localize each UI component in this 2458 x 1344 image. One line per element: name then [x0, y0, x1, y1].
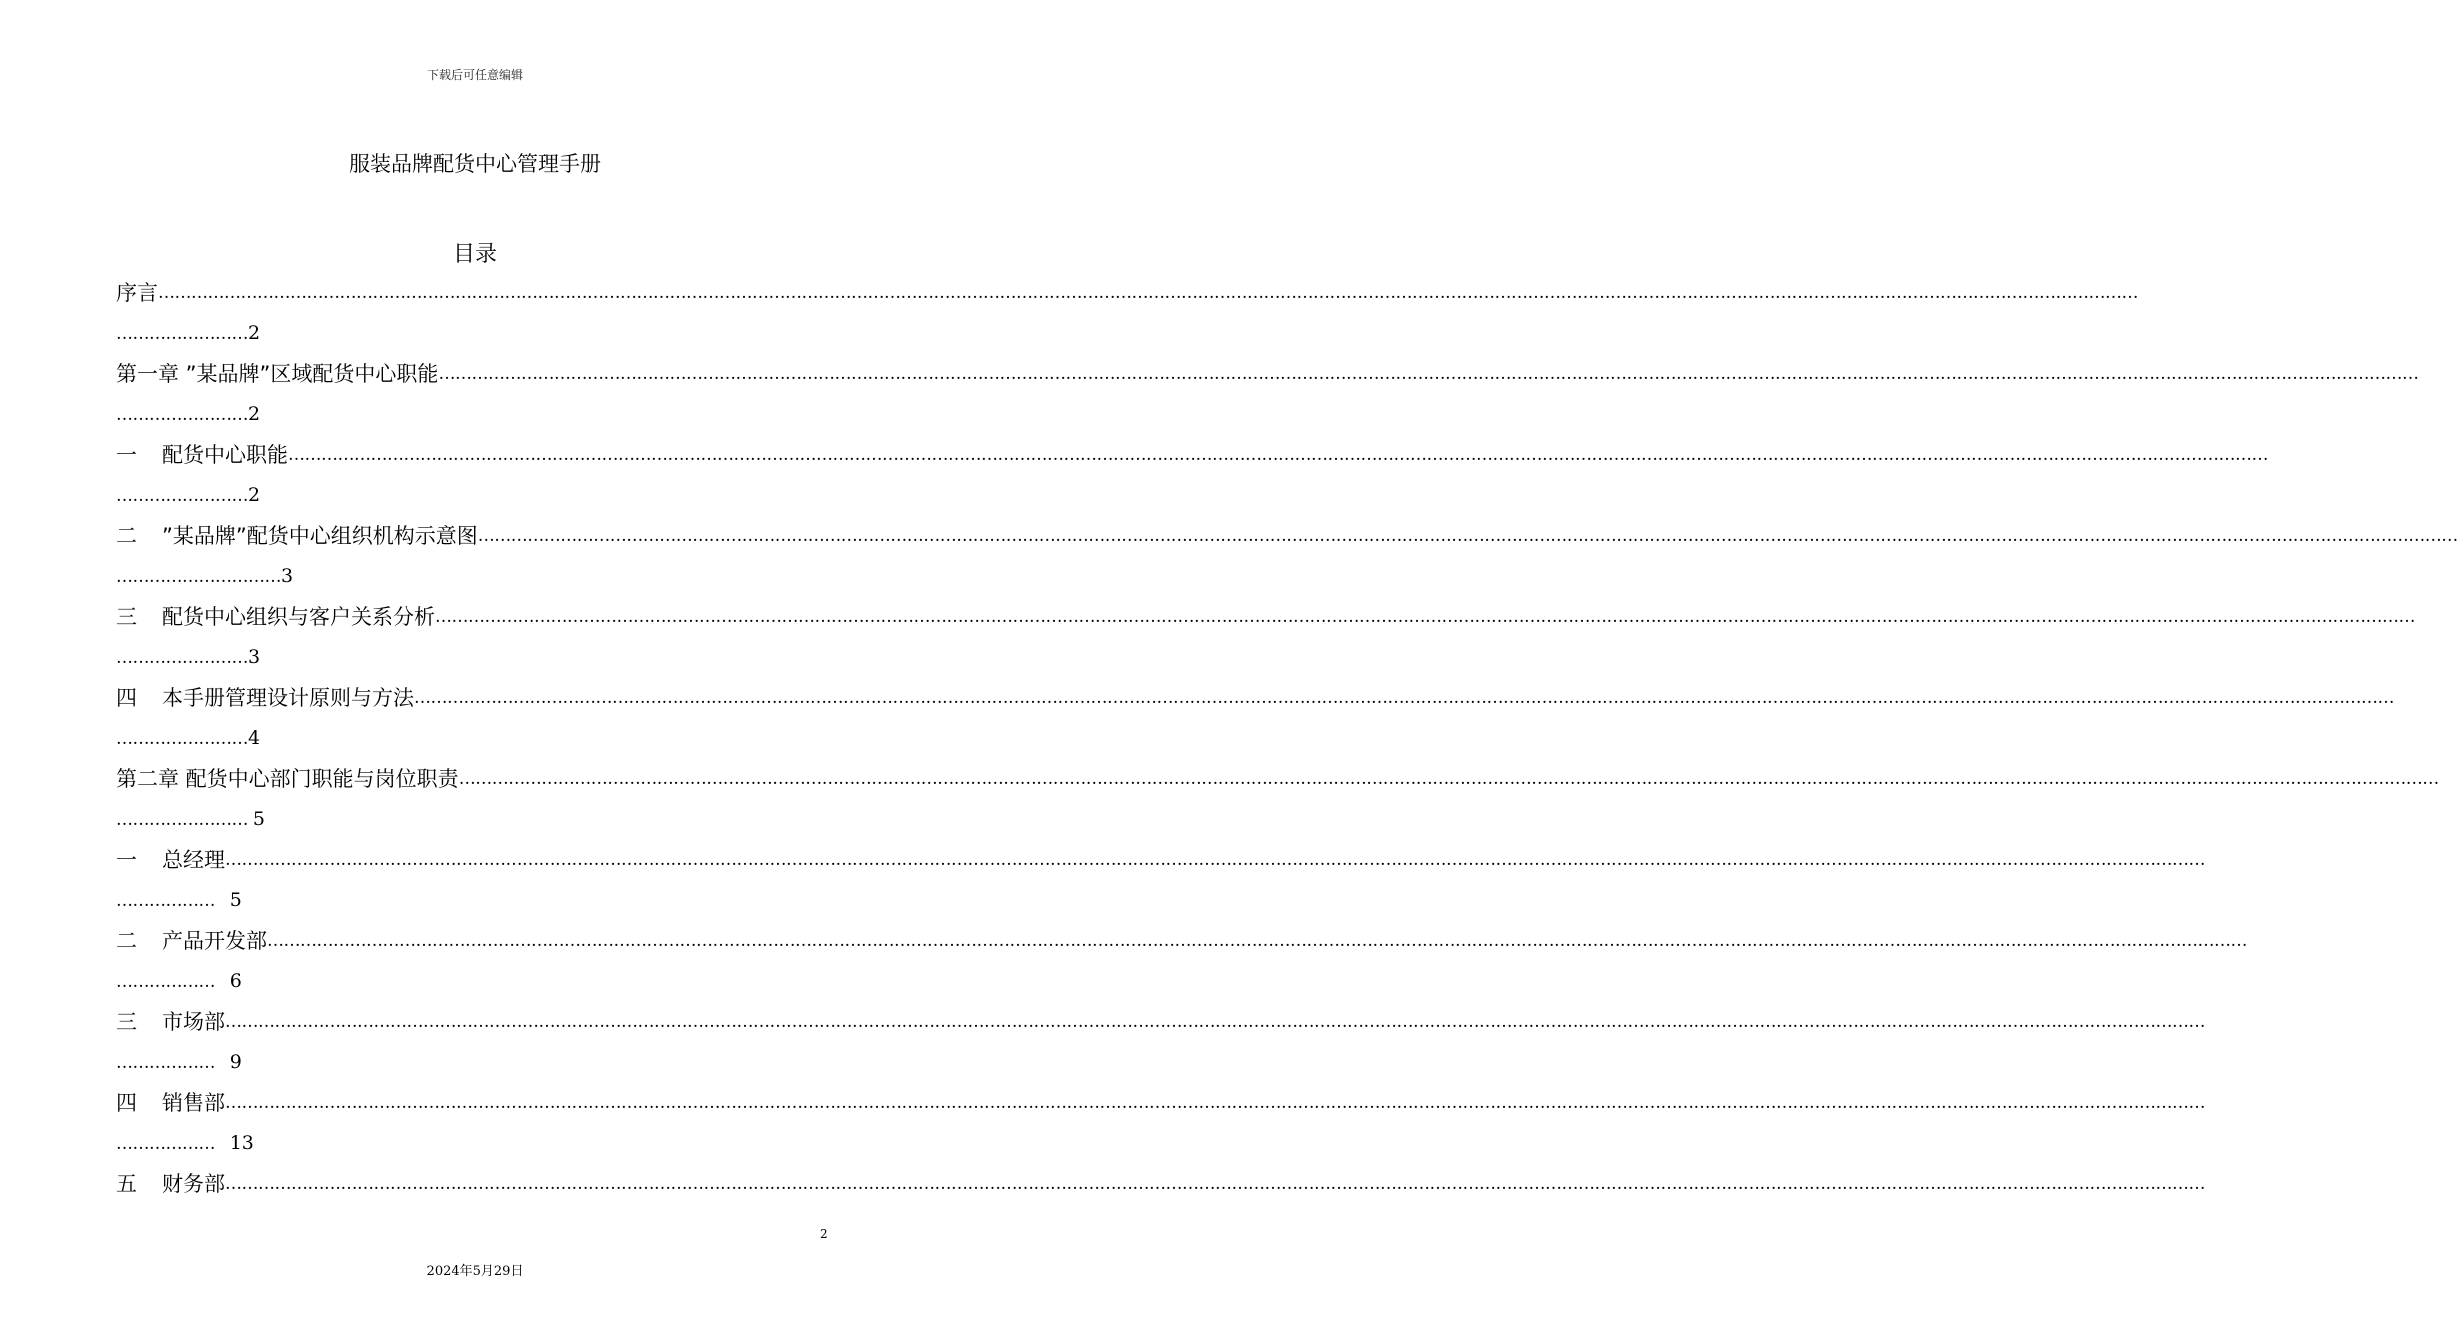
toc-entry[interactable] — [116, 921, 2247, 1002]
toc-entry-number: 五 — [116, 1172, 137, 1196]
toc-leader-dots: ……………………………………………………………………………………………………………………………………………………………………………………………………………………………………………………………………………………………………………………………… — [477, 526, 2458, 546]
toc-entry[interactable] — [116, 354, 2419, 435]
toc-trailing-dots: ……………… — [116, 972, 230, 992]
toc-entry-page-line — [116, 1042, 832, 1083]
toc-entry[interactable] — [116, 597, 2415, 678]
toc-leader-dots: ……………………………………………………………………………………………………………………………………………………………………………………………………………………………………………………………………………………………………………………………… — [225, 1174, 2205, 1194]
toc-page-number: 4 — [248, 727, 261, 749]
toc-entry-page-line — [116, 799, 832, 840]
toc-trailing-dots: ………………………… — [116, 567, 281, 587]
toc-title: 目录 — [452, 242, 497, 267]
toc-entry[interactable] — [116, 759, 2439, 840]
toc-leader-dots: ……………………………………………………………………………………………………………………………………………………………………………………………………………………………………………………………………………………………………………………………… — [225, 850, 2205, 870]
toc-page-number: 5 — [252, 808, 265, 830]
toc-entry-number: 三 — [116, 1010, 137, 1034]
document-title: 服装品牌配货中心管理手册 — [349, 152, 601, 176]
toc-entry-heading-line — [116, 678, 2394, 718]
toc-entry-heading-line — [116, 516, 2458, 556]
toc-entry-label: 本手册管理设计原则与方法 — [162, 686, 414, 710]
toc-entry[interactable] — [116, 273, 2138, 354]
toc-trailing-dots: …………………… — [116, 810, 253, 830]
toc-trailing-dots: …………………… — [116, 486, 248, 506]
toc-entry-heading-line — [116, 435, 2268, 475]
toc-entry[interactable] — [116, 1164, 2205, 1245]
toc-entry-number: 一 — [116, 443, 137, 467]
toc-entry-label: 配货中心职能 — [162, 443, 288, 467]
toc-trailing-dots: …………………… — [116, 324, 248, 344]
toc-entry-label: 财务部 — [162, 1172, 225, 1196]
toc-trailing-dots: …………………… — [116, 648, 248, 668]
toc-page-number: 3 — [248, 646, 261, 668]
toc-entry-heading-line — [116, 1083, 2205, 1123]
toc-entry-page-line — [116, 637, 832, 678]
toc-entry-page-line — [116, 718, 832, 759]
toc-trailing-dots: ……………… — [116, 1134, 230, 1154]
toc-entry-heading-line — [116, 597, 2415, 637]
toc-leader-dots: ……………………………………………………………………………………………………………………………………………………………………………………………………………………………………………………………………………………………………………………………… — [414, 688, 2394, 708]
toc-leader-dots: ……………………………………………………………………………………………………………………………………………………………………………………………………………………………………………………………………………………………………………………………… — [438, 364, 2419, 384]
toc-entry-number: 四 — [116, 686, 137, 710]
toc-entry-heading-line — [116, 273, 2138, 313]
toc-entry[interactable] — [116, 516, 2458, 597]
toc-entry[interactable] — [116, 435, 2268, 516]
toc-entry[interactable] — [116, 840, 2205, 921]
toc-leader-dots: ……………………………………………………………………………………………………………………………………………………………………………………………………………………………………………………………………………………………………………………………… — [435, 607, 2415, 627]
toc-page-number: 2 — [248, 484, 261, 506]
table-of-contents — [116, 273, 2458, 1245]
toc-page-number: 2 — [248, 403, 261, 425]
toc-page-number: 13 — [229, 1132, 254, 1154]
toc-entry-page-line — [116, 880, 832, 921]
toc-leader-dots: ……………………………………………………………………………………………………………………………………………………………………………………………………………………………………………………………………………………………………………………………… — [225, 1093, 2205, 1113]
toc-trailing-dots: ……………… — [116, 891, 230, 911]
toc-page-number: 5 — [229, 889, 242, 911]
toc-entry-label: 销售部 — [162, 1091, 225, 1115]
toc-entry[interactable] — [116, 1002, 2205, 1083]
toc-entry-page-line — [116, 475, 832, 516]
toc-entry-number: 二 — [116, 929, 137, 953]
toc-entry-page-line — [116, 1123, 832, 1164]
toc-entry-number: 一 — [116, 848, 137, 872]
page-number: 2 — [820, 1227, 828, 1241]
toc-leader-dots: ……………………………………………………………………………………………………………………………………………………………………………………………………………………………………………………………………………………………………………………………… — [267, 931, 2247, 951]
toc-leader-dots: ……………………………………………………………………………………………………………………………………………………………………………………………………………………………………………………………………………………………………………………………… — [458, 769, 2439, 789]
toc-page-number: 3 — [281, 565, 294, 587]
toc-entry[interactable] — [116, 678, 2394, 759]
toc-entry-label: ”某品牌”配货中心组织机构示意图 — [162, 524, 478, 548]
toc-entry-heading-line — [116, 921, 2247, 961]
toc-entry-label: 配货中心组织与客户关系分析 — [162, 605, 435, 629]
toc-page-number: 9 — [229, 1051, 242, 1073]
toc-trailing-dots: …………………… — [116, 405, 248, 425]
toc-entry-label: 产品开发部 — [162, 929, 267, 953]
toc-entry-page-line — [116, 961, 832, 1002]
toc-leader-dots: ……………………………………………………………………………………………………………………………………………………………………………………………………………………………………………………………………………………………………………………………… — [158, 283, 2138, 303]
toc-entry-label: 总经理 — [162, 848, 225, 872]
toc-entry-heading-line — [116, 759, 2439, 799]
toc-entry-page-line — [116, 313, 832, 354]
toc-trailing-dots: …………………… — [116, 729, 248, 749]
toc-page-number: 2 — [248, 322, 261, 344]
toc-entry-label: 市场部 — [162, 1010, 225, 1034]
toc-entry[interactable] — [116, 1083, 2205, 1164]
toc-leader-dots: ……………………………………………………………………………………………………………………………………………………………………………………………………………………………………………………………………………………………………………………………… — [225, 1012, 2205, 1032]
footer-date: 2024年5月29日 — [426, 1264, 524, 1279]
header-note: 下载后可任意编辑 — [426, 68, 523, 82]
toc-entry-number: 三 — [116, 605, 137, 629]
toc-entry-number: 四 — [116, 1091, 137, 1115]
toc-entry-heading-line — [116, 1164, 2205, 1204]
toc-entry-number: 二 — [116, 524, 137, 548]
toc-entry-label: 序言 — [116, 281, 158, 305]
toc-entry-page-line — [116, 394, 832, 435]
toc-leader-dots: ……………………………………………………………………………………………………………………………………………………………………………………………………………………………………………………………………………………………………………………………… — [288, 445, 2268, 465]
toc-entry-heading-line — [116, 1002, 2205, 1042]
toc-entry-heading-line — [116, 840, 2205, 880]
toc-entry-page-line — [116, 556, 832, 597]
toc-trailing-dots: ……………… — [116, 1053, 230, 1073]
toc-page-number: 6 — [229, 970, 242, 992]
toc-entry-label: 第二章 配货中心部门职能与岗位职责 — [116, 767, 459, 791]
toc-entry-heading-line — [116, 354, 2419, 394]
toc-entry-label: 第一章 ”某品牌”区域配货中心职能 — [116, 362, 439, 386]
